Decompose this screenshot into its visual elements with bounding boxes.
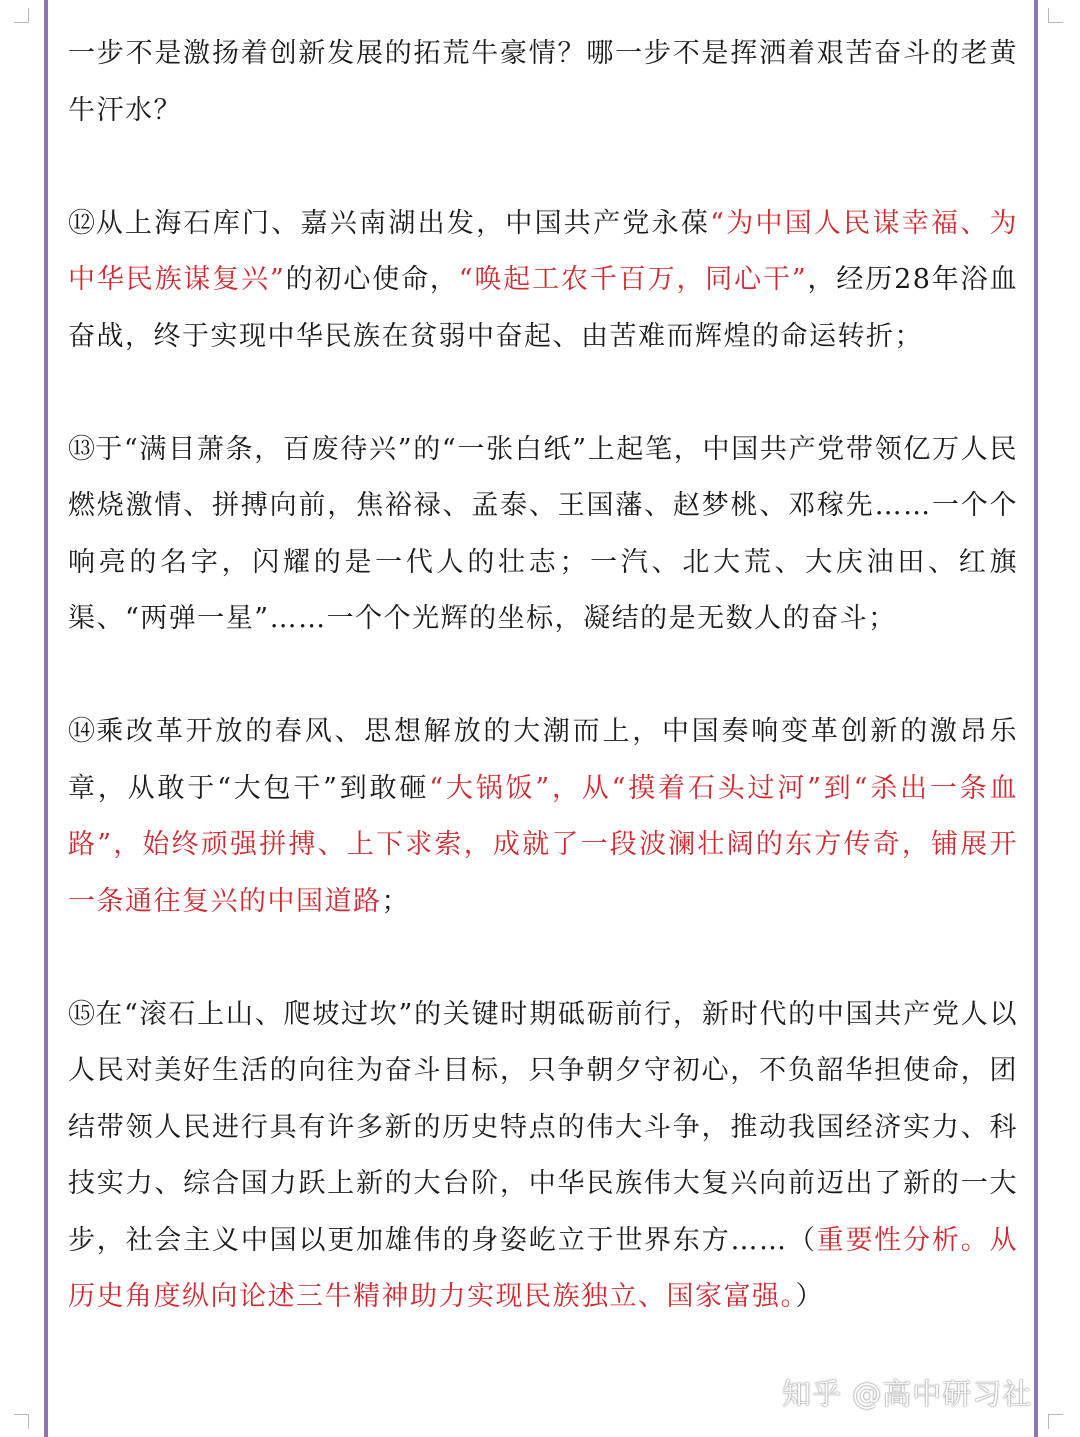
paragraph-continuation [68, 26, 1018, 139]
paragraph-text: 一步不是激扬着创新发展的拓荒牛豪情？哪一步不是挥洒着艰苦奋斗的老黄牛汗水？ [68, 38, 1018, 126]
highlighted-text: “大锅饭”，从“摸着石头过河”到“杀出一条血路”，始终顽强拼搏、上下求索，成就了一段波澜壮阔的东方传奇，铺展开一条通往复兴的中国道路 [68, 772, 1018, 917]
paragraph-gap [68, 930, 1018, 987]
paragraph-gap [68, 648, 1018, 705]
paragraph-gap [68, 139, 1018, 196]
highlighted-text: 重要性分析。从历史角度纵向论述三牛精神助力实现民族独立、国家富强。 [68, 1224, 1019, 1312]
paragraph-text: 乘改革开放的春风、思想解放的大潮而上，中国奏响变革创新的激昂乐章，从敢于“大包干”到敢砸 [68, 716, 1019, 804]
paragraph-text: ，经历28年浴血奋战，终于实现中华民族在贫弱中奋起、由苦难而辉煌的命运转折； [68, 264, 1019, 352]
crop-mark-bottom-right [1048, 1414, 1063, 1429]
paragraph-text: ） [795, 1281, 824, 1312]
page-border-right [1034, 0, 1038, 1437]
paragraph-number: ⑮ [68, 998, 96, 1030]
document-body [68, 26, 1018, 1326]
highlighted-text: “唤起工农千百万，同心干” [458, 264, 808, 295]
paragraph-12 [68, 196, 1018, 366]
paragraph-15 [68, 987, 1018, 1326]
paragraph-text: 的初心使命， [285, 264, 459, 295]
zhihu-watermark: 知乎 @高中研习社 [782, 1377, 1033, 1411]
paragraph-text: 从上海石库门、嘉兴南湖出发，中国共产党永葆 [95, 207, 711, 239]
paragraph-13 [68, 422, 1018, 648]
highlighted-text: “为中国人民谋幸福、为中华民族谋复兴” [68, 207, 1019, 295]
paragraph-text: 于“满目萧条，百废待兴”的“一张白纸”上起笔，中国共产党带领亿万人民燃烧激情、拼搏向前，焦裕禄、孟泰、王国藩、赵梦桃、邓稼先……一个个响亮的名字，闪耀的是一代人的壮志；一汽、北大荒、大庆油田、红旗渠、“两弹一星”……一个个光辉的坐标，凝结的是无数人的奋斗； [68, 433, 1018, 634]
crop-mark-top-right [1048, 8, 1063, 23]
paragraph-text: ； [381, 885, 410, 917]
page-border-left [44, 0, 48, 1437]
paragraph-gap [68, 365, 1018, 422]
paragraph-14 [68, 704, 1018, 930]
paragraph-number: ⑭ [68, 716, 97, 747]
paragraph-text: 在“滚石上山、爬坡过坎”的关键时期砥砺前行，新时代的中国共产党人以人民对美好生活的向往为奋斗目标，只争朝夕守初心，不负韶华担使命，团结带领人民进行具有许多新的历史特点的伟大斗争，推动我国经济实力、科技实力、综合国力跃上新的大台阶，中华民族伟大复兴向前迈出了新的一大步，社会主义中国以更加雄伟的身姿屹立于世界东方……（ [68, 998, 1019, 1256]
paragraph-number: ⑫ [68, 207, 96, 239]
paragraph-number: ⑬ [68, 433, 96, 465]
crop-mark-bottom-left [14, 1414, 29, 1429]
crop-mark-top-left [14, 8, 29, 23]
